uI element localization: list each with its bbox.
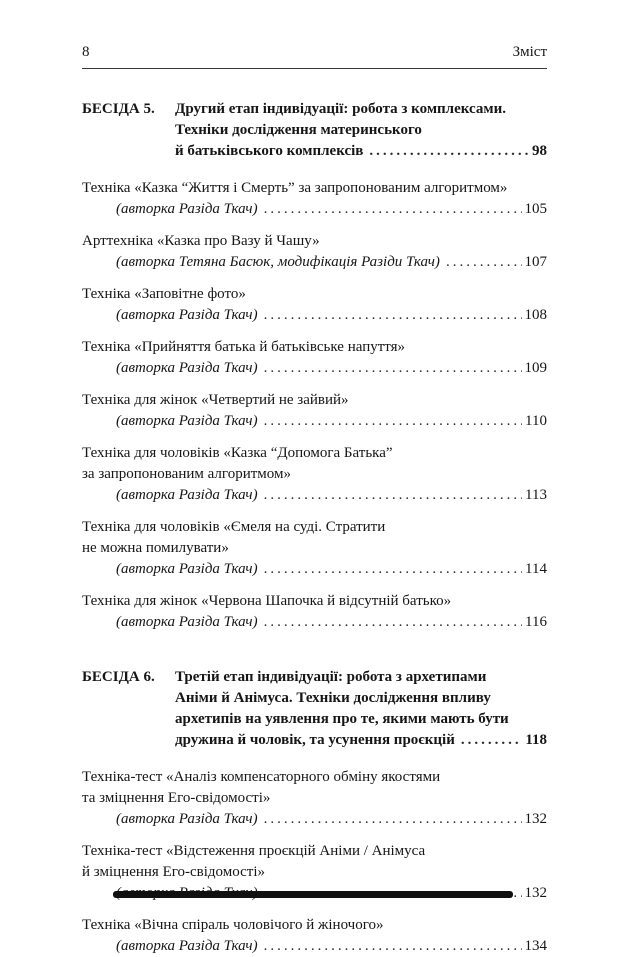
toc-entry-author-line bbox=[82, 485, 547, 506]
toc-chapter-entry bbox=[82, 667, 547, 751]
toc-entry-page: 132 bbox=[524, 885, 547, 901]
toc-chapter-title-line: Другий етап індивідуації: робота з комплексами. bbox=[175, 101, 506, 117]
toc-chapter-title-line: Техніки дослідження материнського bbox=[175, 122, 422, 138]
toc-entry-author: (авторка Разіда Ткач) bbox=[116, 614, 258, 630]
toc-entry bbox=[82, 284, 547, 326]
dot-leader bbox=[461, 730, 522, 751]
toc-entry-title: Техніка «Прийняття батька й батьківське напуття» bbox=[82, 339, 406, 355]
toc-entry-title-line2: не можна помилувати» bbox=[82, 540, 229, 556]
toc-entry-author-line bbox=[82, 559, 547, 580]
toc-entry-author-line bbox=[82, 411, 547, 432]
toc-chapter-title-line: й батьківського комплексів bbox=[175, 143, 364, 159]
toc-entry-title: Техніка «Казка “Життя і Смерть” за запропонованим алгоритмом» bbox=[82, 180, 508, 196]
running-title: Зміст bbox=[512, 44, 547, 60]
toc-entry-page: 98 bbox=[532, 143, 547, 159]
toc-entry-author: (авторка Разіда Ткач) bbox=[116, 201, 258, 217]
toc-entry-author-line bbox=[82, 358, 547, 379]
page-number: 8 bbox=[82, 44, 90, 60]
toc-chapter-title bbox=[175, 99, 547, 162]
toc-entry-title: Техніка для жінок «Червона Шапочка й відсутній батько» bbox=[82, 593, 452, 609]
toc-chapter-title-line: дружина й чоловік, та усунення проєкцій bbox=[175, 732, 455, 748]
toc-entry bbox=[82, 915, 547, 957]
toc-chapter-entry bbox=[82, 99, 547, 162]
dot-leader bbox=[264, 358, 522, 379]
dot-leader bbox=[264, 411, 522, 432]
toc-entry bbox=[82, 231, 547, 273]
toc-entry-page: 105 bbox=[524, 201, 547, 217]
toc-entry bbox=[82, 390, 547, 432]
page-header bbox=[82, 44, 547, 69]
toc-entry bbox=[82, 767, 547, 830]
toc-entry-page: 116 bbox=[525, 614, 547, 630]
toc-entry-author: (авторка Разіда Ткач) bbox=[116, 561, 258, 577]
toc-entry-page: 132 bbox=[524, 811, 547, 827]
table-of-contents bbox=[82, 99, 547, 957]
toc-entry bbox=[82, 337, 547, 379]
toc-entry-author-line bbox=[82, 199, 547, 220]
toc-chapter-label: БЕСІДА 6. bbox=[82, 669, 155, 685]
toc-entry-title: Техніка «Заповітне фото» bbox=[82, 286, 246, 302]
dot-leader bbox=[264, 809, 522, 830]
toc-entry-title: Техніка для чоловіків «Казка “Допомога Батька” bbox=[82, 445, 393, 461]
toc-entry-author: (авторка Тетяна Басюк, модифікація Разіди Ткач) bbox=[116, 254, 440, 270]
toc-entry-author: (авторка Разіда Ткач) bbox=[116, 360, 258, 376]
toc-chapter-title-line: Аніми й Анімуса. Техніки дослідження впливу bbox=[175, 690, 491, 706]
toc-entry-author: (авторка Разіда Ткач) bbox=[116, 413, 258, 429]
toc-entry-author: (авторка Разіда Ткач) bbox=[116, 307, 258, 323]
toc-entry-author: (авторка Разіда Ткач) bbox=[116, 938, 258, 954]
dot-leader bbox=[264, 936, 522, 957]
toc-entry bbox=[82, 591, 547, 633]
toc-entry-author-line bbox=[82, 252, 547, 273]
toc-entry-page: 107 bbox=[524, 254, 547, 270]
toc-entry-page: 114 bbox=[525, 561, 547, 577]
toc-entry-page: 108 bbox=[524, 307, 547, 323]
toc-entry-page: 118 bbox=[525, 732, 547, 748]
page-bottom-bar bbox=[113, 891, 513, 898]
toc-entry-author-line bbox=[82, 612, 547, 633]
toc-entry-author-line bbox=[82, 936, 547, 957]
toc-entry bbox=[82, 178, 547, 220]
toc-chapter-title bbox=[175, 667, 547, 751]
toc-entry-author-line bbox=[82, 305, 547, 326]
toc-entry-page: 109 bbox=[524, 360, 547, 376]
toc-chapter-leader-line bbox=[175, 141, 547, 162]
toc-entry-author: (авторка Разіда Ткач) bbox=[116, 811, 258, 827]
toc-entry-title: Техніка для чоловіків «Ємеля на суді. Стратити bbox=[82, 519, 386, 535]
toc-entry-page: 113 bbox=[525, 487, 547, 503]
toc-entry-title-line2: й зміцнення Его-свідомості» bbox=[82, 864, 266, 880]
dot-leader bbox=[446, 252, 522, 273]
toc-entry-author: (авторка Разіда Ткач) bbox=[116, 487, 258, 503]
dot-leader bbox=[369, 141, 529, 162]
toc-entry-title: Техніка для жінок «Четвертий не зайвий» bbox=[82, 392, 349, 408]
toc-chapter-leader-line bbox=[175, 730, 547, 751]
toc-entry-title: Арттехніка «Казка про Вазу й Чашу» bbox=[82, 233, 320, 249]
toc-entry-title-line2: за запропонованим алгоритмом» bbox=[82, 466, 291, 482]
toc-entry bbox=[82, 517, 547, 580]
dot-leader bbox=[264, 559, 522, 580]
dot-leader bbox=[264, 485, 522, 506]
toc-entry-title-line2: та зміцнення Его-свідомості» bbox=[82, 790, 271, 806]
toc-chapter-title-line: архетипів на уявлення про те, якими мають бути bbox=[175, 711, 509, 727]
toc-entry bbox=[82, 443, 547, 506]
toc-entry-author-line bbox=[82, 809, 547, 830]
dot-leader bbox=[264, 305, 522, 326]
toc-entry-page: 110 bbox=[525, 413, 547, 429]
toc-chapter-title-line: Третій етап індивідуації: робота з архетипами bbox=[175, 669, 487, 685]
toc-entry-title: Техніка-тест «Аналіз компенсаторного обміну якостями bbox=[82, 769, 441, 785]
toc-entry-title: Техніка-тест «Відстеження проєкцій Аніми / Анімуса bbox=[82, 843, 426, 859]
dot-leader bbox=[264, 199, 522, 220]
toc-entry-page: 134 bbox=[524, 938, 547, 954]
dot-leader bbox=[264, 612, 522, 633]
toc-chapter-label: БЕСІДА 5. bbox=[82, 101, 155, 117]
toc-entry-title: Техніка «Вічна спіраль чоловічого й жіночого» bbox=[82, 917, 384, 933]
